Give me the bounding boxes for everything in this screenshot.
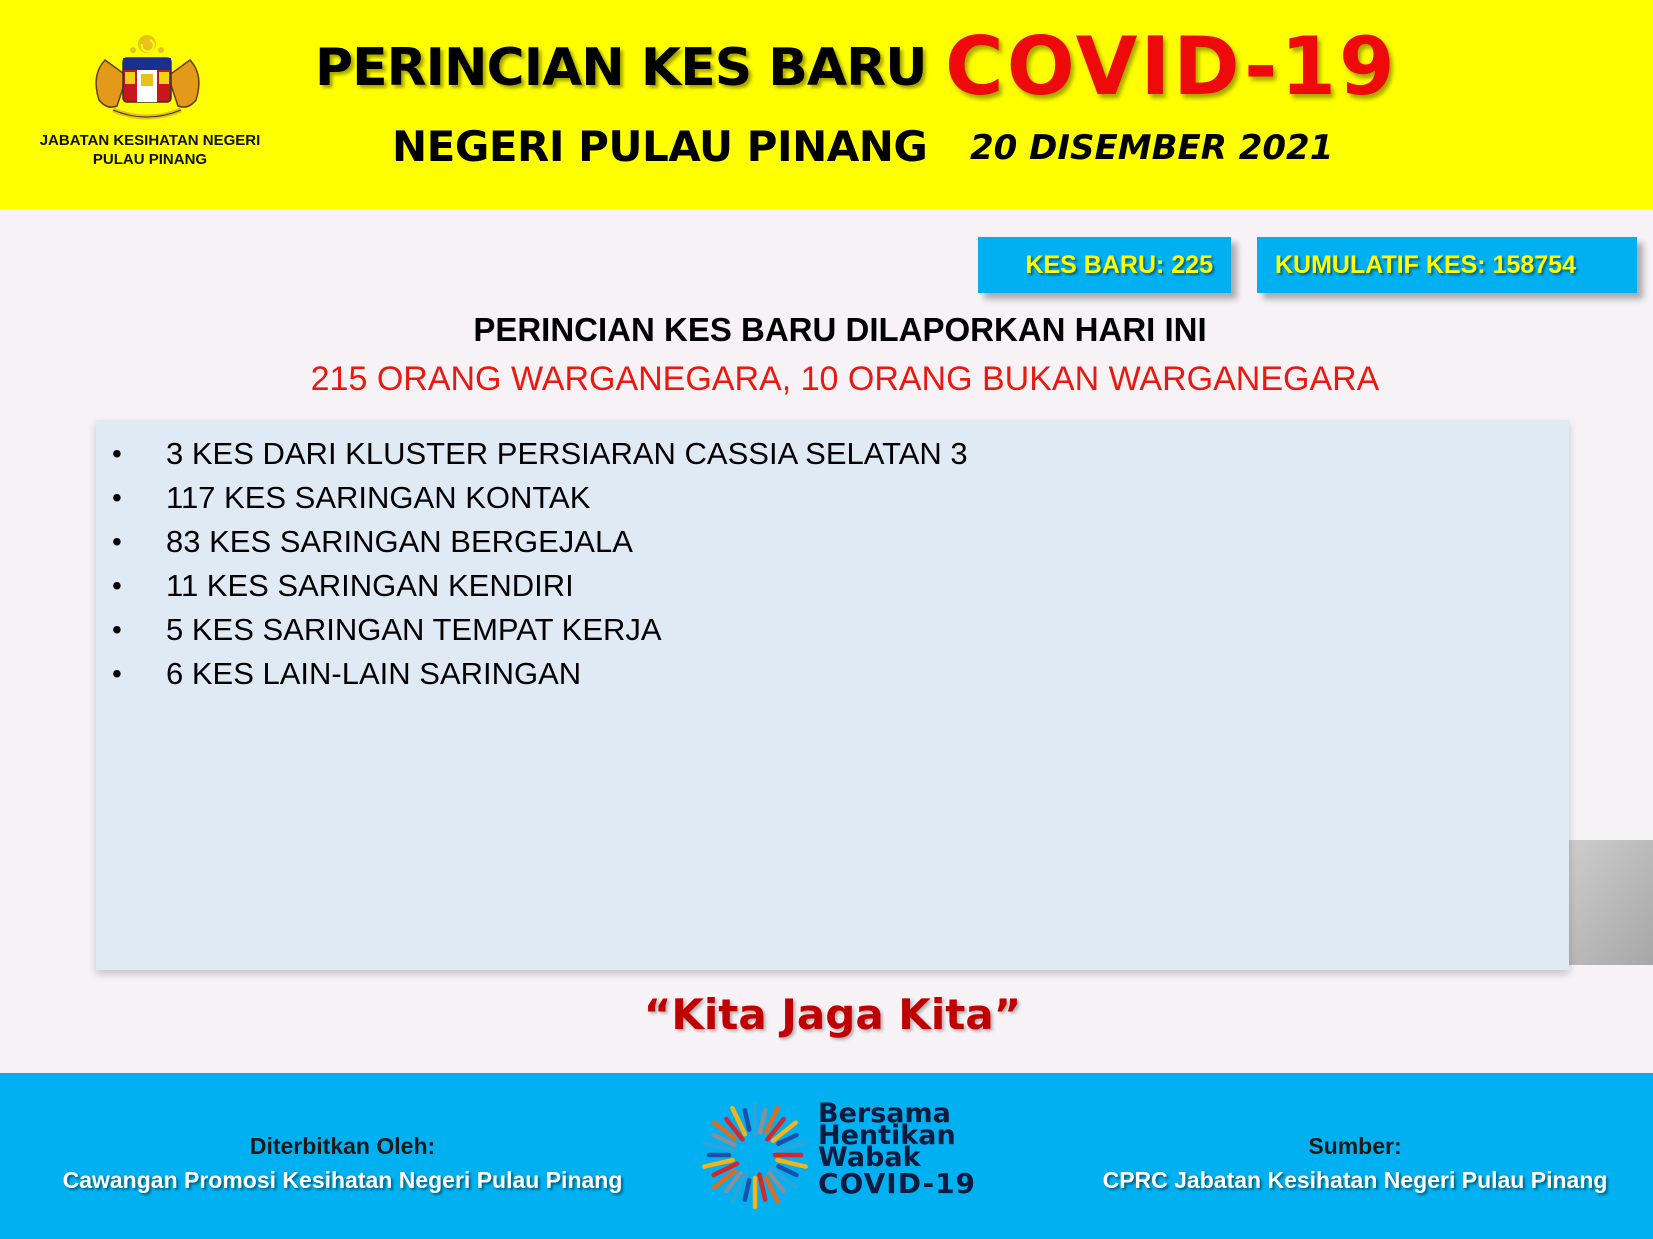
title-covid: COVID-19 — [945, 20, 1398, 113]
sunburst-ray — [745, 1110, 749, 1130]
list-item: • 5 KES SARINGAN TEMPAT KERJA — [96, 608, 1569, 652]
header-banner — [0, 0, 1653, 209]
campaign-line: COVID-19 — [818, 1167, 977, 1200]
campaign-sunburst-icon — [700, 1098, 810, 1213]
source-name: CPRC Jabatan Kesihatan Negeri Pulau Pinang — [1102, 1167, 1608, 1193]
published-label: Diterbitkan Oleh: — [249, 1133, 436, 1159]
list-item: • 6 KES LAIN-LAIN SARINGAN — [96, 652, 1569, 696]
campaign-line: Wabak — [818, 1142, 921, 1173]
department-name: JABATAN KESIHATAN NEGERI PULAU PINANG — [39, 132, 261, 168]
section-title: PERINCIAN KES BARU DILAPORKAN HARI INI — [473, 311, 1207, 348]
section-subtitle: 215 ORANG WARGANEGARA, 10 ORANG BUKAN WARGANEGARA — [310, 360, 1380, 398]
report-date: 20 DISEMBER 2021 — [970, 128, 1334, 168]
campaign-logo-text — [818, 1098, 977, 1200]
list-item: • 11 KES SARINGAN KENDIRI — [96, 564, 1569, 608]
case-list — [96, 420, 1569, 696]
published-by: Cawangan Promosi Kesihatan Negeri Pulau Pinang — [62, 1167, 623, 1193]
title-prefix: PERINCIAN KES BARU — [315, 38, 927, 98]
sunburst-ray — [745, 1180, 749, 1200]
list-item: • 117 KES SARINGAN KONTAK — [96, 476, 1569, 520]
case-breakdown-box — [96, 420, 1569, 970]
list-item: • 3 KES DARI KLUSTER PERSIARAN CASSIA SELATAN 3 — [96, 432, 1569, 476]
slogan: “Kita Jaga Kita” — [643, 990, 1022, 1039]
cumulative-cases-badge: KUMULATIF KES: 158754 — [1257, 237, 1637, 293]
campaign-line: Hentikan — [818, 1120, 956, 1151]
campaign-line: Bersama — [818, 1098, 951, 1129]
decorative-shadow — [1560, 840, 1653, 965]
list-item: • 83 KES SARINGAN BERGEJALA — [96, 520, 1569, 564]
new-cases-badge: KES BARU: 225 — [978, 237, 1231, 293]
coat-of-arms-icon — [85, 30, 210, 130]
source-label: Sumber: — [1308, 1133, 1402, 1159]
sunburst-ray — [760, 1110, 765, 1132]
state-name: NEGERI PULAU PINANG — [392, 122, 928, 171]
